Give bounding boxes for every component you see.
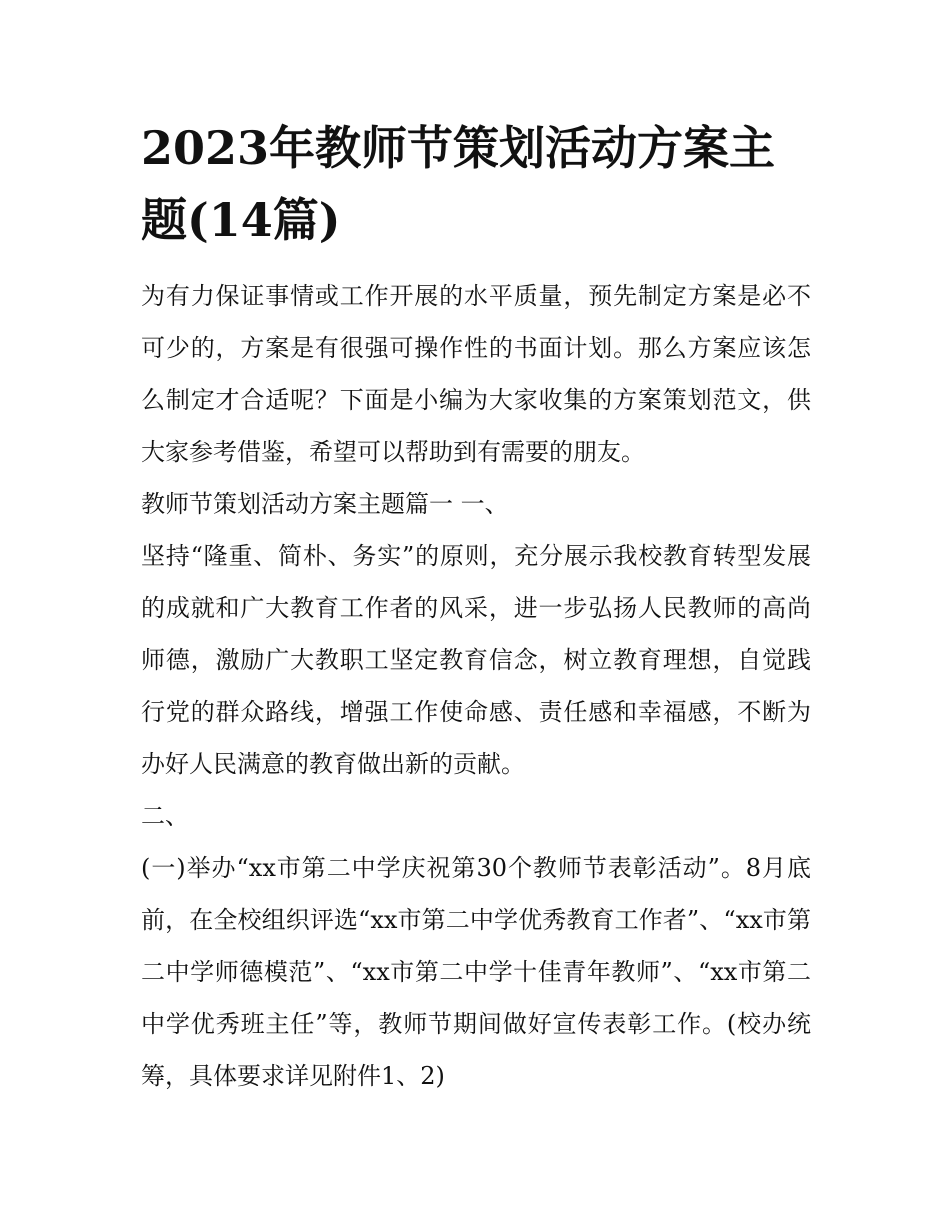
document-title: 2023年教师节策划活动方案主题(14篇) bbox=[141, 121, 776, 247]
section-heading-part-one: 教师节策划活动方案主题篇一 一、 bbox=[141, 490, 509, 518]
intro-paragraph: 为有力保证事情或工作开展的水平质量，预先制定方案是必不可少的，方案是有很强可操作性的书面计划。那么方案应该怎么制定才合适呢？下面是小编为大家收集的方案策划范文，供大家参考借鉴，希望可以帮助到有需要的朋友。 bbox=[141, 282, 811, 466]
activity-paragraph: (一)举办“xx市第二中学庆祝第30个教师节表彰活动”。8月底前，在全校组织评选“xx市第二中学优秀教育工作者”、“xx市第二中学师德模范”、“xx市第二中学十佳青年教师”、“xx市第二中学优秀班主任”等，教师节期间做好宣传表彰工作。(校办统筹，具体要求详见附件1、2) bbox=[141, 854, 811, 1090]
document-body bbox=[141, 112, 811, 1102]
section-heading-two: 二、 bbox=[141, 802, 189, 830]
principle-paragraph: 坚持“隆重、简朴、务实”的原则，充分展示我校教育转型发展的成就和广大教育工作者的风采，进一步弘扬人民教师的高尚师德，激励广大教职工坚定教育信念，树立教育理想，自觉践行党的群众路线，增强工作使命感、责任感和幸福感，不断为办好人民满意的教育做出新的贡献。 bbox=[141, 542, 811, 778]
